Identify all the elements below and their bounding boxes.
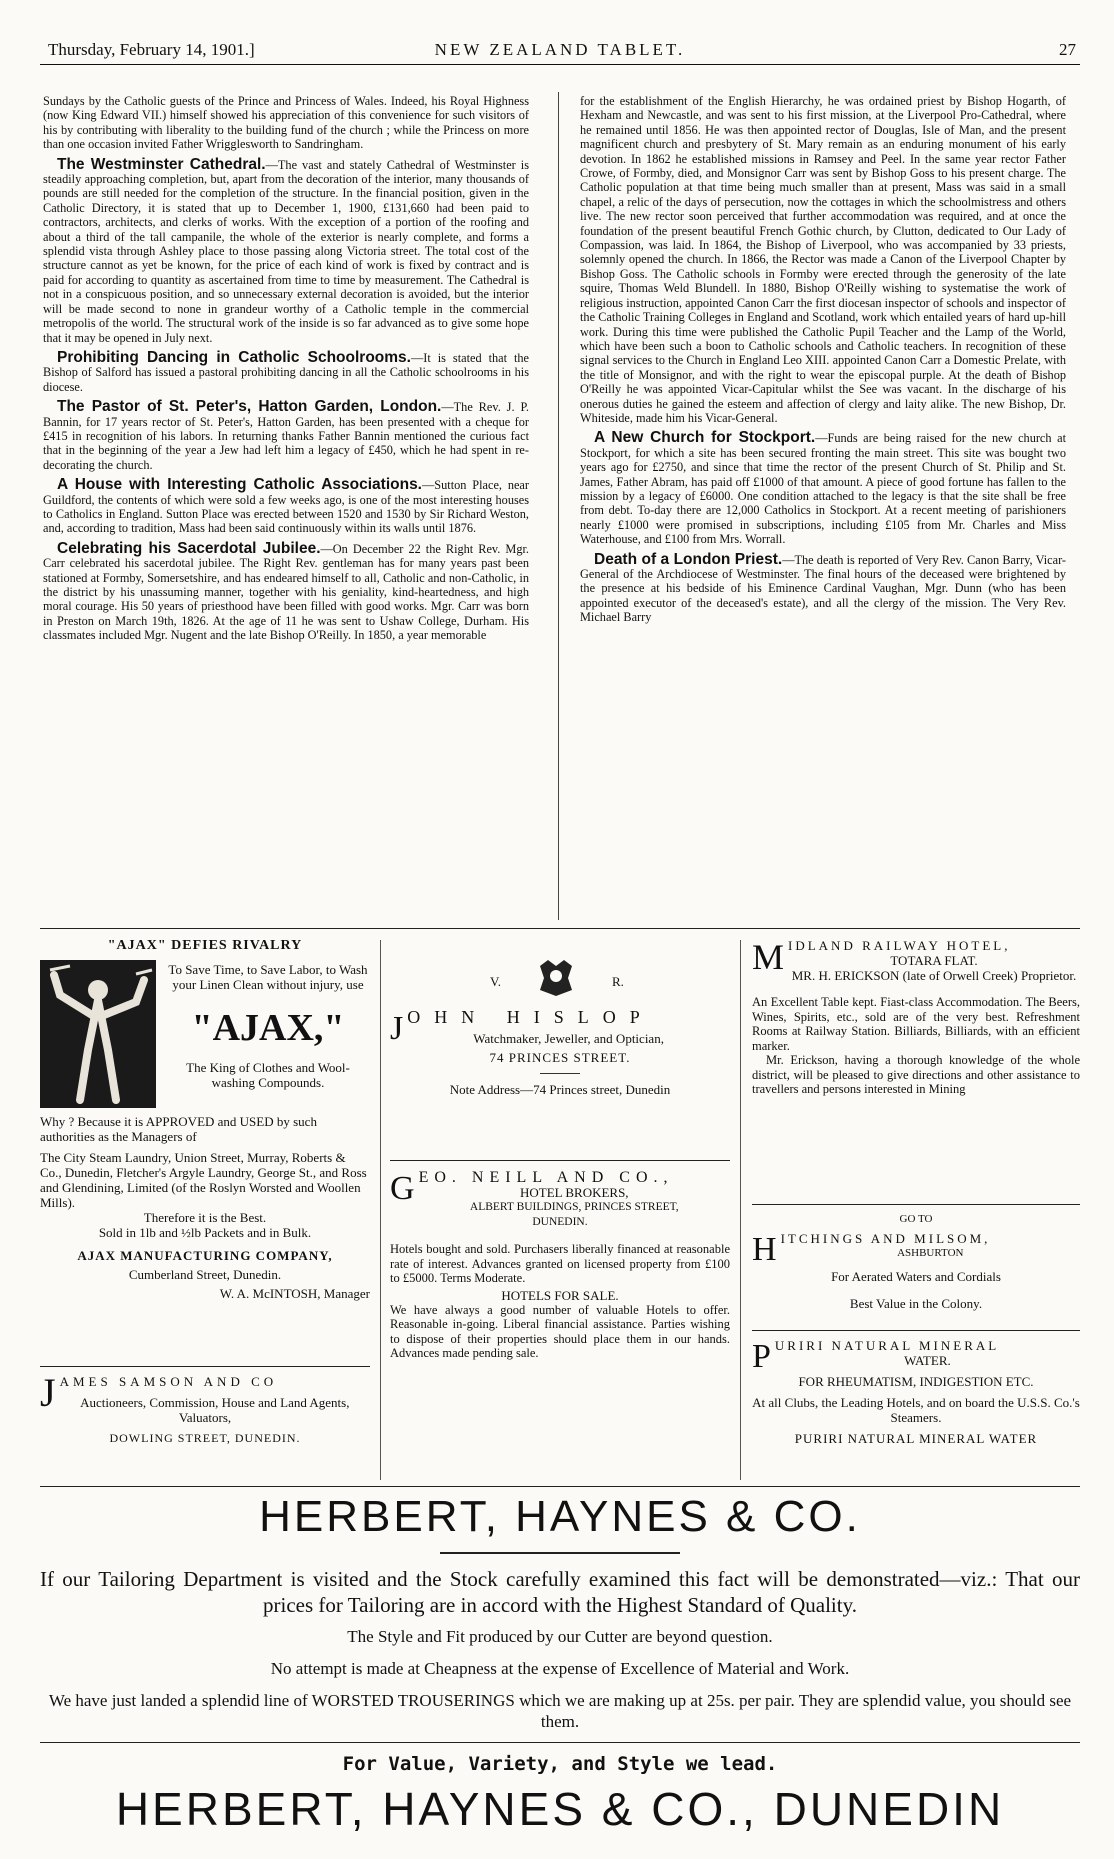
page-number: 27 (1059, 40, 1076, 59)
article-body: —Funds are being raised for the new church at Stockport, for which a site has been secured fronting the main street. This site was bought two years ago for £2750, and since that time the rector of the present Church of St. Philip and St. James, Father Abram, has paid off £1000 of that amount. A piece of good fortune has fallen to the mission by a legacy of £6000. One condition attached to the legacy is that the site shall be free from debt. To-day there are 12,000 Catholics in Stockport. At a recent meeting of parishioners nearly £1000 were promised in subscriptions, including £105 from Mr. Charles and Miss Waterhouse, and £100 from Mrs. Worrall. (580, 431, 1066, 547)
firm-name: URIRI NATURAL MINERAL (774, 1338, 1000, 1353)
newspaper-title: NEW ZEALAND TABLET. (434, 40, 686, 59)
ajax-laundries: The City Steam Laundry, Union Street, Murray, Roberts & Co., Dunedin, Fletcher's Argyle Laundry, George St., and Ross and Glendining, Limited (of the Roslyn Worsted and Woollen Mills). (40, 1150, 367, 1210)
article-jubilee (43, 539, 529, 643)
herbert-para-4: We have just landed a splendid line of WORSTED TROUSERINGS which we are making up at 25s. per pair. They are splendid value, you should see them. (48, 1691, 1072, 1731)
herbert-para-1: If our Tailoring Department is visited and the Stock carefully examined this fact will be demonstrated—viz.: That our prices for Tailoring are in accord with the Highest Standard of Quality. (40, 1567, 1080, 1617)
firm-trade: HOTEL BROKERS, (519, 1185, 629, 1200)
ajax-hero-illustration (40, 960, 156, 1108)
herbert-para-2: The Style and Fit produced by our Cutter are beyond question. (347, 1627, 773, 1646)
firm-subhead: HOTELS FOR SALE. (501, 1287, 619, 1303)
drop-cap: G (390, 1170, 415, 1207)
article-heading: The Pastor of St. Peter's, Hatton Garden, London. (57, 398, 442, 416)
page-header (40, 36, 1080, 65)
herbert-footer: HERBERT, HAYNES & CO., DUNEDIN (115, 1783, 1005, 1835)
drop-cap: J (390, 1010, 404, 1047)
firm-body: At all Clubs, the Leading Hotels, and on board the U.S.S. Co.'s Steamers. (752, 1395, 1080, 1425)
section-divider (40, 928, 1080, 929)
neill-advert (390, 1170, 730, 1361)
firm-body-2: We have always a good number of valuable Hotels to offer. Reasonable in-going. Liberal financial assistance. Parties wishing to dispose of their properties should place them in our hands. Advances made pending sale. (390, 1302, 730, 1360)
ad-divider (40, 1742, 1080, 1743)
article-house (43, 478, 529, 536)
firm-address: ALBERT BUILDINGS, PRINCES STREET, (469, 1201, 679, 1213)
article-london-priest (580, 550, 1066, 625)
article-body: —On December 22 the Right Rev. Mgr. Carr celebrated his sacerdotal jubilee. The Right Rev. gentleman has for many years past been stationed at Formby, Somersetshire, and has endeared himself to all, Catholic and non-Catholic, in the district by his unassuming manner, together with his geniality, kind-heartedness, and high moral courage. His 50 years of priesthood have been filled with good works. Mgr. Carr was born in Preston on March 19th, 1826. At the age of 11 he was sent to Ushaw College, Durham. His classmates included Mgr. Nugent and the late Bishop O'Reilly. In 1850, a year memorable (43, 541, 529, 643)
ad-column-divider (740, 940, 741, 1480)
ad-divider (40, 1366, 370, 1367)
article-heading: Death of a London Priest. (594, 550, 783, 568)
article-body: —It is stated that the Bishop of Salford has issued a pastoral prohibiting dancing in all the Catholic schoolrooms in his diocese. (43, 350, 529, 394)
ad-divider (752, 1204, 1080, 1205)
title-underline (440, 1552, 680, 1554)
ad-column-divider (380, 940, 381, 1480)
drop-cap: J (40, 1370, 56, 1415)
royal-crest-icon (534, 956, 578, 1000)
firm-name: ITCHINGS AND MILSOM, (780, 1231, 991, 1246)
ajax-manager: W. A. McINTOSH, Manager (219, 1286, 370, 1301)
article-body: —Sutton Place, near Guildford, the contents of which were sold a few weeks ago, is one of the most interesting houses to Catholics in England. Sutton Place was erected between 1520 and 1530 by Sir Richard Weston, and, according to tradition, Mass had been said continuously within its walls until 1876. (43, 478, 529, 536)
puriri-advert (752, 1338, 1080, 1446)
article-heading: The Westminster Cathedral. (57, 155, 266, 173)
firm-body: Hotels bought and sold. Purchasers liberally financed at reasonable rate of interest. Advances granted on licensed property from £100 to £5000. Terms Moderate. (390, 1242, 730, 1285)
midland-advert (752, 938, 1080, 1097)
drop-cap: H (752, 1231, 777, 1268)
ad-divider (752, 1330, 1080, 1331)
right-column (580, 94, 1066, 924)
article-heading: A House with Interesting Catholic Associations. (57, 476, 422, 494)
ajax-brand-name: "AJAX," (191, 1007, 345, 1049)
firm-note: Note Address—74 Princes street, Dunedin (449, 1082, 671, 1097)
ad-title: "AJAX" DEFIES RIVALRY (107, 938, 303, 953)
article-stockport (580, 431, 1066, 546)
firm-trade: Watchmaker, Jeweller, and Optician, (473, 1031, 664, 1046)
royal-cipher-v: V. (490, 974, 501, 989)
firm-name: AMES SAMSON AND CO (59, 1374, 278, 1389)
firm-name: EO. NEILL AND CO., (418, 1169, 674, 1186)
left-column (43, 94, 529, 924)
ad-divider (390, 1160, 730, 1161)
firm-footer: PURIRI NATURAL MINERAL WATER (794, 1431, 1038, 1446)
firm-body: An Excellent Table kept. Fiast-class Accommodation. The Beers, Wines, Spirits, etc., sold are of the very best. Refreshment Rooms at Railway Station. Billiards, Billiards, with an efficient marker. (752, 995, 1080, 1053)
firm-street: 74 PRINCES STREET. (489, 1050, 631, 1065)
firm-city: DUNEDIN. (532, 1216, 588, 1228)
samson-advert (40, 1370, 370, 1446)
article-continuation: Sundays by the Catholic guests of the Prince and Princess of Wales. Indeed, his Royal Highness (now King Edward VII.) himself showed his appreciation of this convenience for such visitors of his by contributing with liberality to the building fund of the church ; while the Princess on more than one occasion invited Father Wrigglesworth to Sandringham. (43, 94, 529, 152)
firm-name: IDLAND RAILWAY HOTEL, (788, 938, 1011, 953)
issue-date: Thursday, February 14, 1901.] (48, 40, 255, 59)
herbert-para-3: No attempt is made at Cheapness at the expense of Excellence of Material and Work. (270, 1659, 850, 1678)
article-heading: Celebrating his Sacerdotal Jubilee. (57, 539, 321, 557)
ajax-street: Cumberland Street, Dunedin. (128, 1267, 282, 1282)
firm-name: OHN HISLOP (407, 1007, 654, 1027)
goto-label: GO TO (899, 1213, 933, 1225)
ajax-tagline: The King of Clothes and Wool-washing Compounds. (186, 1060, 350, 1090)
royal-cipher-r: R. (612, 974, 624, 989)
rule (540, 1073, 580, 1074)
drop-cap: P (752, 1338, 771, 1375)
firm-line-2: Best Value in the Colony. (849, 1296, 983, 1311)
herbert-title: HERBERT, HAYNES & CO. (259, 1492, 861, 1541)
ajax-therefore: Therefore it is the Best. (143, 1210, 267, 1225)
article-heading: Prohibiting Dancing in Catholic Schoolrooms. (57, 348, 411, 366)
firm-for: FOR RHEUMATISM, INDIGESTION ETC. (798, 1374, 1034, 1389)
article-dancing (43, 348, 529, 394)
firm-line-1: For Aerated Waters and Cordials (831, 1269, 1001, 1284)
firm-place: ASHBURTON (897, 1247, 964, 1259)
article-pastor (43, 400, 529, 472)
firm-water: WATER. (904, 1353, 951, 1368)
ajax-why: Why ? Because it is APPROVED and USED by such authorities as the Managers of (40, 1114, 317, 1144)
article-body: —The Rev. J. P. Bannin, for 17 years rector of St. Peter's, Hatton Garden, has been presented with a cheque for £415 in recognition of his labors. In returning thanks Father Bannin mentioned the curious fact that in the beginning of the year a Jew had left him a legacy of £450, which he had spent in re-decorating the church. (43, 400, 529, 472)
drop-cap: M (752, 937, 785, 977)
firm-proprietor: MR. H. ERICKSON (late of Orwell Creek) Proprietor. (791, 968, 1077, 983)
article-heading: A New Church for Stockport. (594, 429, 816, 447)
ajax-sold: Sold in 1lb and ½lb Packets and in Bulk. (98, 1225, 312, 1240)
firm-body-2: Mr. Erickson, having a thorough knowledge of the whole district, will be pleased to give directions and other assistance to travellers and persons interested in Mining (752, 1053, 1080, 1096)
column-divider (558, 92, 559, 920)
ajax-intro: To Save Time, to Save Labor, to Wash your Linen Clean without injury, use (168, 962, 368, 992)
article-body: —The vast and stately Cathedral of Westminster is steadily approaching completion, but, apart from the decoration of the interior, many thousands of pounds are still needed for the completion of the structure. In the financial position, given in the Catholic Directory, it is stated that up to December 1, 1900, £131,660 had been paid to contractors, architects, and clerks of works. With the exception of a portion of the roofing and about a third of the tall campanile, the whole of the exterior is nearly complete, and forms a splendid vista through Ashley place to those passing along Victoria street. The total cost of the structure cannot as yet be known, for the price of each kind of work is fixed by contract and is paid for according to quantity as ascertained from time to time by measurement. The Cathedral is not in a conspicuous position, and so unnecessary external decoration is avoided, but the interior will be made second to none in grandeur worthy of a Catholic temple in the commercial metropolis of the world. The structural work of the inside is so far advanced as to give some hope that it may be opened in July next. (43, 157, 529, 345)
section-divider (40, 1486, 1080, 1487)
ajax-advert (40, 938, 370, 1358)
hitchings-advert (752, 1212, 1080, 1311)
herbert-slogan: For Value, Variety, and Style we lead. (342, 1753, 778, 1775)
firm-place: TOTARA FLAT. (890, 953, 978, 968)
article-continuation: for the establishment of the English Hierarchy, he was ordained priest by Bishop Hogarth, of Hexham and Newcastle, and was sent to his first mission, at the Liverpool Pro-Cathedral, where he remained until 1856. He was then appointed rector of Douglas, Isle of Man, and the present magnificent church and presbytery of St. Mary remain as an enduring monument of his early devotion. In 1862 he established missions in Ramsey and Peel. In the same year rector Father Crowe, of Formby, died, and Monsignor Carr was sent by Bishop Goss to his present charge. The Catholic population at that time being much smaller than at present, Mass was said in a small chapel, a relic of the days of persecution, now the cottages in which the schoolmistress and others live. The new rector soon perceived that further accommodation was required, and at once the foundation of the present beautiful French Gothic church, by Clutton, dedicated to Our Lady of Compassion, was laid. In 1864, the Bishop of Liverpool, who was accompanied by 33 priests, solemnly opened the church. In 1866, the Rector was made a Canon of the Liverpool Chapter by Bishop Goss. The Catholic schools in Formby were erected through the generosity of the late squire, Thomas Weld Blundell. In 1880, Bishop O'Reilly wishing to systematise the work of religious instruction, appointed Canon Carr the first diocesan inspector of schools and inspector of the Catholic Training Colleges in England and Scotland, work which entailed years of hard up-hill work. During this time were published the Catholic Pupil Teacher and the Lamp of the World, which have been such a boon to Catholic schools and Catholic teachers. In recognition of these signal services to the Church in England Leo XIII. appointed Canon Carr a Domestic Prelate, with the title of Monsignor, and with the right to wear the episcopal purple. At the death of Bishop O'Reilly he was appointed Vicar-Capitular whilst the See was vacant. In the discharge of his onerous duties he gained the esteem and affection of clergy and laity alike. The new Bishop, Dr. Whiteside, made him his Vicar-General. (580, 94, 1066, 425)
firm-description: Auctioneers, Commission, House and Land Agents, Valuators, (80, 1395, 350, 1425)
article-westminster (43, 155, 529, 345)
article-body: —The death is reported of Very Rev. Canon Barry, Vicar-General of the Archdiocese of Westminster. The final hours of the deceased were brightened by the presence at his bedside of his Eminence Cardinal Vaughan, Mgr. Dunn (who has been appointed executor of the deceased's estate), and all the clergy of the mission. The Very Rev. Michael Barry (580, 552, 1066, 625)
hislop-advert (390, 956, 730, 1097)
firm-address: DOWLING STREET, DUNEDIN. (109, 1431, 301, 1445)
ajax-company: AJAX MANUFACTURING COMPANY, (77, 1248, 333, 1263)
